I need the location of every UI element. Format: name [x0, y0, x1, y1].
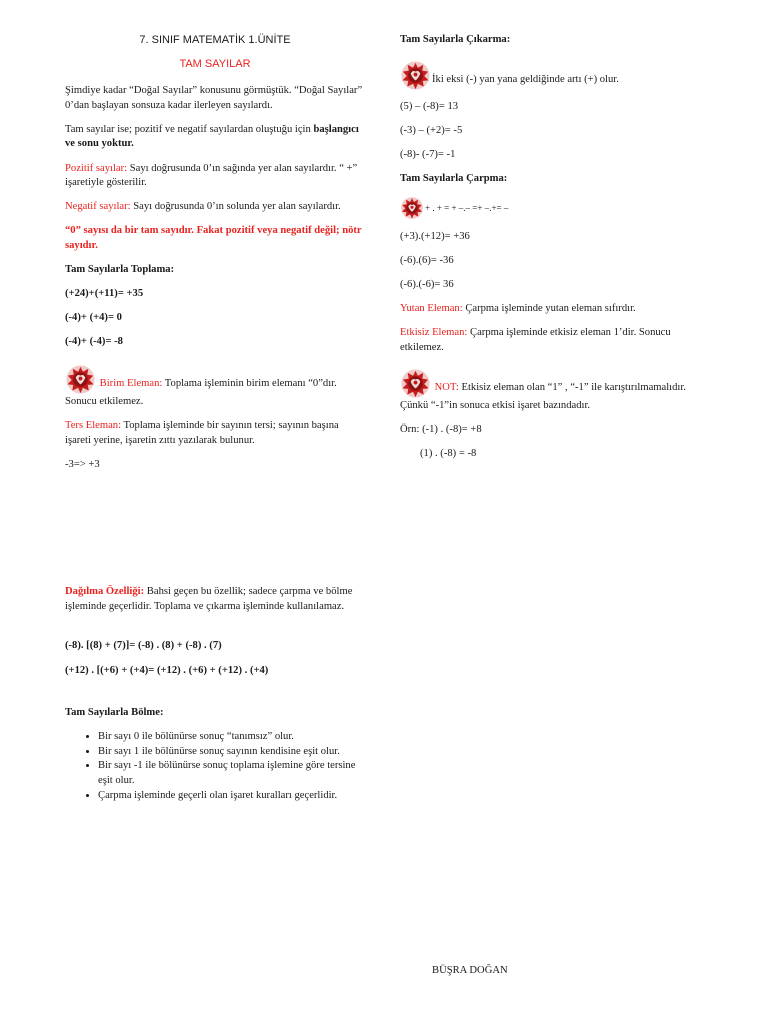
red-splash-note-icon — [65, 364, 96, 395]
carpma-example: (-6).(-6)= 36 — [400, 279, 454, 291]
cikarma-example: (5) – (-8)= 13 — [400, 101, 459, 113]
bolme-heading: Tam Sayılarla Bölme: — [65, 707, 164, 719]
left-column — [65, 30, 365, 803]
toplama-heading: Tam Sayılarla Toplama: — [65, 264, 175, 276]
yutan-eleman: Yutan Eleman: Çarpma işleminde yutan eleman sıfırdır. — [400, 303, 636, 315]
bolme-list — [65, 730, 365, 803]
carpma-example: (-6).(6)= -36 — [400, 255, 454, 267]
toplama-example: (-4)+ (+4)= 0 — [65, 312, 122, 324]
negatif-label: Negatif sayılar: — [65, 201, 131, 213]
pozitif-label: Pozitif sayılar: — [65, 162, 128, 174]
red-splash-note-icon — [400, 60, 431, 91]
ornek-line: Örn: (-1) . (-8)= +8 — [400, 423, 482, 435]
red-splash-note-icon — [400, 368, 431, 399]
carpma-heading: Tam Sayılarla Çarpma: — [400, 173, 508, 185]
dagilma-example: (+12) . [(+6) + (+4)= (+12) . (+6) + (+12) . (+4) — [65, 664, 269, 676]
dagilma-ozelligi: Dağılma Özelliği: Bahsi geçen bu özellik; sadece çarpma ve bölme işleminde geçerlidir. Toplama ve çıkarma işleminde kullanılamaz. — [65, 586, 353, 612]
author-name: BÜŞRA DOĞAN — [432, 965, 508, 976]
ters-example: -3=> +3 — [65, 458, 100, 470]
etkisiz-eleman: Etkisiz Eleman: Çarpma işleminde etkisiz eleman 1’dir. Sonucu etkilemez. — [400, 327, 671, 353]
intro-paragraph: Şimdiye kadar “Doğal Sayılar” konusunu görmüştük. “Doğal Sayılar” 0’dan başlayan sonsuza kadar ilerleyen sayılardı. — [65, 85, 363, 111]
list-item: • Bir sayı -1 ile bölünürse sonuç toplama işlemine göre tersine eşit olur. — [98, 759, 365, 788]
toplama-example: (+24)+(+11)= +35 — [65, 288, 144, 300]
cikarma-heading: Tam Sayılarla Çıkarma: — [400, 34, 511, 45]
list-item: • Bir sayı 1 ile bölünürse sonuç sayının kendisine eşit olur. — [98, 745, 365, 760]
not-paragraph: NOT: Etkisiz eleman olan “1” , “-1” ile karıştırılmamalıdır. Çünkü “-1”in sonuca etkisi işaret bazındadır. — [400, 368, 705, 414]
toplama-example: (-4)+ (-4)= -8 — [65, 336, 123, 348]
pozitif-definition: Pozitif sayılar: Sayı doğrusunda 0’ın sağında yer alan sayılardır. “ +” işaretiyle gösterilir. — [65, 162, 358, 189]
negatif-definition: Negatif sayılar: Sayı doğrusunda 0’ın solunda yer alan sayılardır. — [65, 201, 341, 213]
list-item: • Çarpma işleminde geçerli olan işaret kuralları geçerlidir. — [98, 789, 365, 804]
right-column — [400, 30, 705, 471]
red-splash-note-icon — [400, 196, 424, 220]
zero-note: “0” sayısı da bir tam sayıdır. Fakat pozitif veya negatif değil; nötr sayıdır. — [65, 225, 362, 251]
ters-eleman: Ters Eleman: Toplama işleminde bir sayının tersi; sayının başına işareti yerine, işaretin zıttı yazılarak bulunur. — [65, 420, 339, 446]
carpma-rule: + . + = + –.– =+ –.+= – — [400, 196, 705, 220]
cikarma-rule: İki eksi (-) yan yana geldiğinde artı (+) olur. — [400, 60, 705, 91]
dagilma-example: (-8). [(8) + (7)]= (-8) . (8) + (-8) . (7) — [65, 640, 222, 652]
birim-eleman: Birim Eleman: Toplama işleminin birim elemanı “0”dır. Sonucu etkilemez. — [65, 364, 365, 410]
document-subtitle: TAM SAYILAR — [179, 57, 251, 70]
tam-sayilar-definition: Tam sayılar ise; pozitif ve negatif sayılardan oluştuğu için başlangıcı ve sonu yoktur. — [65, 123, 359, 150]
cikarma-example: (-3) – (+2)= -5 — [400, 125, 463, 137]
document-title: 7. SINIF MATEMATİK 1.ÜNİTE — [139, 34, 291, 46]
list-item: • Bir sayı 0 ile bölünürse sonuç “tanımsız” olur. — [98, 730, 365, 745]
cikarma-example: (-8)- (-7)= -1 — [400, 149, 456, 161]
carpma-example: (+3).(+12)= +36 — [400, 230, 470, 242]
ornek-line-2: (1) . (-8) = -8 — [420, 447, 477, 459]
